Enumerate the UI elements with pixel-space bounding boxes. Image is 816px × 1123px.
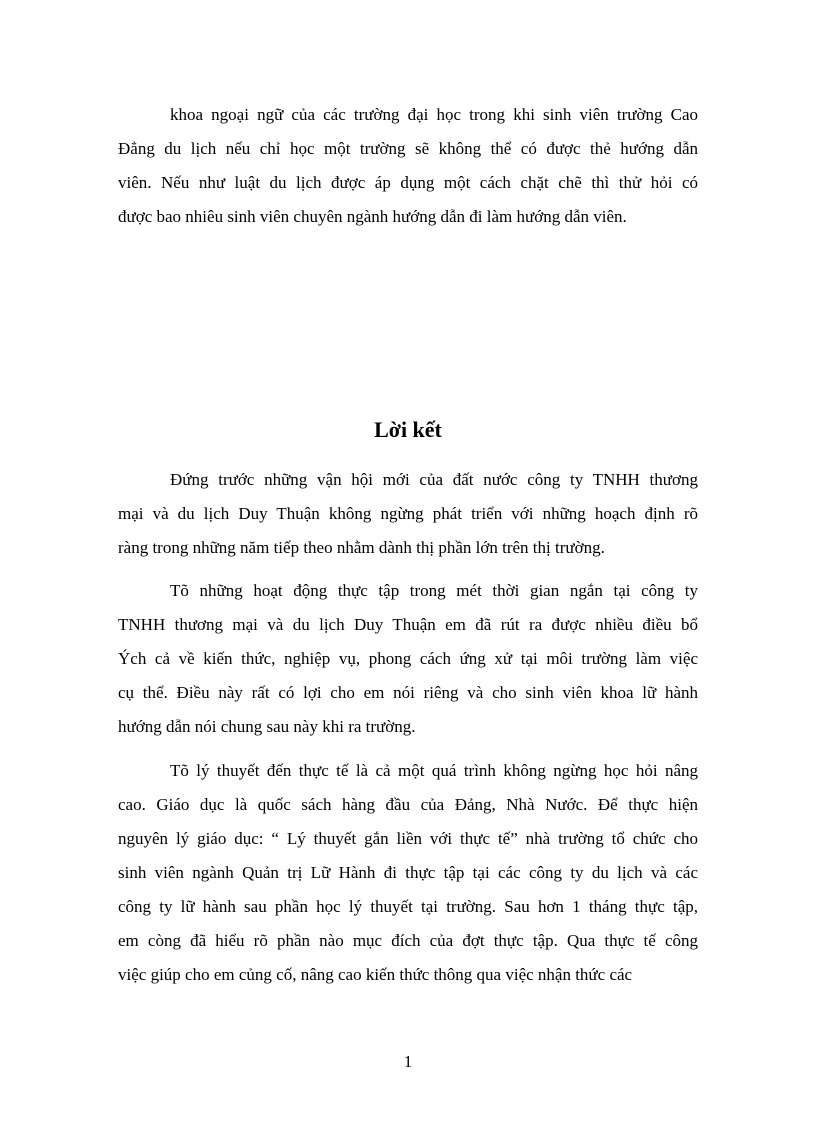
text-line: cao. Giáo dục là quốc sách hàng đầu của Đảng, Nhà Nước. Để thực hiện (118, 795, 698, 814)
text-line: nguyên lý giáo dục: “ Lý thuyết gắn liền với thực tế” nhà trường tổ chức cho (118, 829, 698, 848)
paragraph-1 (118, 463, 698, 565)
paragraph-3 (118, 754, 698, 992)
page-number: 1 (403, 1052, 413, 1071)
text-line: Ých cả về kiến thức, nghiệp vụ, phong cách ứng xử tại môi trường làm việc (118, 649, 698, 668)
text-line: Đẳng du lịch nếu chỉ học một trường sẽ không thể có được thẻ hướng dẫn (118, 139, 698, 158)
paragraph-2 (118, 574, 698, 744)
text-line: hướng dẫn nói chung sau này khi ra trường. (118, 717, 416, 736)
text-line: cụ thể. Điều này rất có lợi cho em nói riêng và cho sinh viên khoa lữ hành (118, 683, 698, 702)
text-line: sinh viên ngành Quản trị Lữ Hành đi thực tập tại các công ty du lịch và các (118, 863, 698, 882)
section-heading: Lời kết (374, 417, 442, 442)
text-line: việc giúp cho em củng cố, nâng cao kiến thức thông qua việc nhận thức các (118, 965, 633, 984)
text-line: em còng đã hiểu rõ phần nào mục đích của đợt thực tập. Qua thực tế công (118, 931, 698, 950)
text-line: được bao nhiêu sinh viên chuyên ngành hướng dẫn đi làm hướng dẫn viên. (118, 207, 627, 226)
intro-paragraph (118, 98, 698, 234)
text-line: Tõ những hoạt động thực tập trong mét thời gian ngắn tại công ty (170, 581, 698, 600)
text-line: mại và du lịch Duy Thuận không ngừng phát triển với những hoạch định rõ (118, 504, 698, 523)
text-line: TNHH thương mại và du lịch Duy Thuận em đã rút ra được nhiều điều bổ (118, 615, 698, 634)
text-line: ràng trong những năm tiếp theo nhằm dành thị phần lớn trên thị trường. (118, 538, 605, 557)
text-line: viên. Nếu như luật du lịch được áp dụng một cách chặt chẽ thì thử hỏi có (118, 173, 698, 192)
text-line: công ty lữ hành sau phần học lý thuyết tại trường. Sau hơn 1 tháng thực tập, (118, 897, 698, 916)
text-line: Đứng trước những vận hội mới của đất nước công ty TNHH thương (170, 470, 698, 489)
text-line: Tõ lý thuyết đến thực tế là cả một quá trình không ngừng học hỏi nâng (170, 761, 698, 780)
text-line: khoa ngoại ngữ của các trường đại học trong khi sinh viên trường Cao (170, 105, 698, 124)
